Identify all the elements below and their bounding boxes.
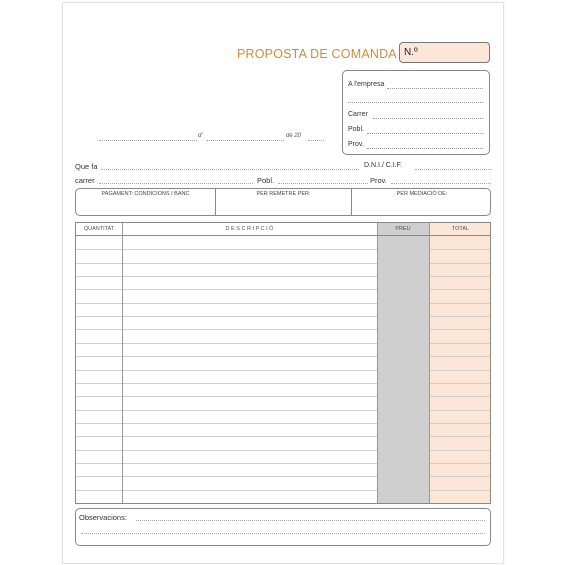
customer-town-field[interactable] — [278, 183, 368, 184]
recipient-company-label: A l'empresa — [348, 81, 385, 88]
column-divider — [122, 223, 123, 503]
customer-town-label: Pobl. — [257, 176, 275, 185]
mediation-cell[interactable] — [352, 189, 491, 215]
date-month-field[interactable] — [206, 140, 284, 141]
observations-line[interactable] — [81, 533, 485, 534]
table-row-line — [76, 450, 490, 451]
total-header: TOTAL — [451, 226, 470, 232]
table-row-line — [76, 383, 490, 384]
table-row-line — [76, 316, 490, 317]
order-number-label: N.º — [404, 47, 418, 58]
price-header: PREU — [395, 226, 411, 232]
recipient-company-field[interactable] — [387, 88, 483, 89]
recipient-address-box — [342, 70, 490, 155]
recipient-company-field-2[interactable] — [348, 102, 483, 103]
customer-name-label: Que fa — [75, 162, 98, 171]
recipient-town-field[interactable] — [367, 133, 483, 134]
table-row-line — [76, 463, 490, 464]
send-via-cell[interactable] — [216, 189, 352, 215]
customer-province-field[interactable] — [391, 183, 491, 184]
observations-box[interactable] — [75, 508, 491, 546]
column-divider — [377, 223, 378, 503]
date-year-label: de 20 — [286, 133, 302, 139]
date-of-label: d' — [198, 133, 203, 139]
customer-id-label: D.N.I./ C.I.F. — [364, 162, 403, 169]
recipient-province-label: Prov. — [348, 141, 364, 148]
table-row-line — [76, 410, 490, 411]
customer-id-field[interactable] — [415, 169, 491, 170]
table-row-line — [76, 343, 490, 344]
table-row-line — [76, 396, 490, 397]
recipient-street-label: Carrer — [348, 111, 368, 118]
order-form-sheet — [62, 2, 504, 564]
table-header-row — [76, 223, 490, 236]
table-row-line — [76, 423, 490, 424]
table-row-line — [76, 303, 490, 304]
recipient-town-label: Pobl. — [348, 126, 364, 133]
description-header: D E S C R I P C I Ó — [225, 226, 274, 232]
recipient-province-field[interactable] — [367, 148, 483, 149]
table-row-line — [76, 263, 490, 264]
order-number-field[interactable] — [399, 42, 490, 63]
payment-conditions-cell[interactable] — [76, 189, 216, 215]
table-row-line — [76, 476, 490, 477]
table-row-line — [76, 329, 490, 330]
customer-street-label: carrer — [75, 176, 95, 185]
payment-conditions-header: PAGAMENT: CONDICIONS I BANC — [101, 191, 190, 197]
date-place-field[interactable] — [99, 140, 197, 141]
form-title: PROPOSTA DE COMANDA — [237, 47, 397, 61]
customer-name-field[interactable] — [101, 169, 359, 170]
column-divider — [429, 223, 430, 503]
items-table — [75, 222, 491, 504]
observations-label: Observacions: — [79, 513, 127, 522]
price-column — [377, 223, 429, 503]
send-via-header: PER REMETRE PER: — [256, 191, 311, 197]
mediation-header: PER MEDIACIÓ DE: — [396, 191, 448, 197]
payment-terms-box — [75, 188, 491, 216]
recipient-street-field[interactable] — [373, 118, 483, 119]
table-row-line — [76, 370, 490, 371]
table-row-line — [76, 356, 490, 357]
observations-line[interactable] — [136, 520, 485, 521]
date-year-field[interactable] — [308, 140, 324, 141]
table-row-line — [76, 490, 490, 491]
table-row-line — [76, 276, 490, 277]
table-row-line — [76, 289, 490, 290]
table-row-line — [76, 249, 490, 250]
total-column — [429, 223, 491, 503]
quantity-header: QUANTITAT — [83, 226, 115, 232]
customer-street-field[interactable] — [99, 183, 253, 184]
table-row-line — [76, 436, 490, 437]
customer-province-label: Prov. — [370, 176, 387, 185]
